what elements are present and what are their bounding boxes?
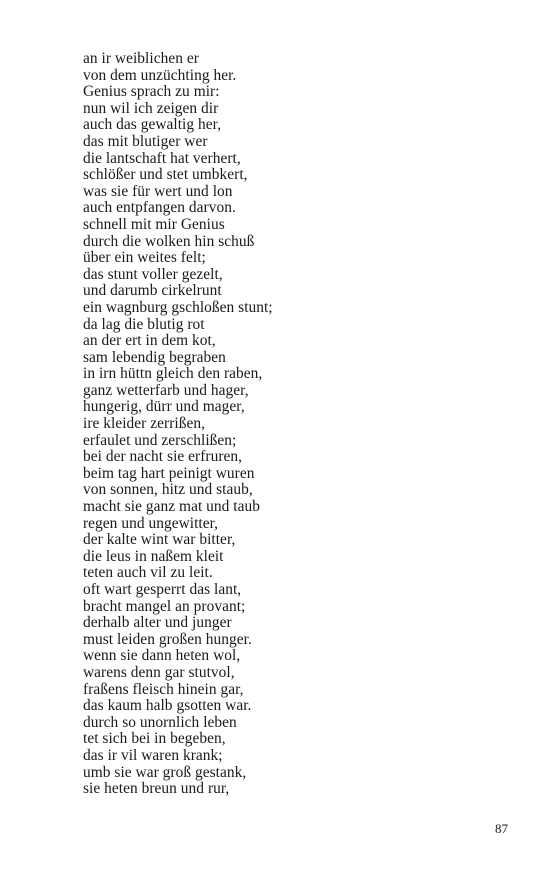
poem-line: das kaum halb gsotten war. bbox=[83, 697, 252, 715]
poem-line: macht sie ganz mat und taub bbox=[83, 498, 261, 516]
poem-line: derhalb alter und junger bbox=[83, 614, 232, 632]
poem-line: schnell mit mir Genius bbox=[83, 215, 225, 233]
poem-line: nun wil ich zeigen dir bbox=[83, 99, 219, 117]
poem-line: der kalte wint war bitter, bbox=[83, 531, 236, 549]
poem-line: an der ert in dem kot, bbox=[83, 332, 216, 350]
poem-line: die lantschaft hat verhert, bbox=[83, 149, 241, 167]
poem-line: ein wagnburg gschloßen stunt; bbox=[83, 298, 273, 316]
poem-line: durch so unornlich leben bbox=[83, 713, 237, 731]
poem-line: in irn hüttn gleich den raben, bbox=[83, 365, 263, 383]
poem-line: über ein weites felt; bbox=[83, 249, 206, 267]
poem-line: ire kleider zerrißen, bbox=[83, 415, 205, 433]
poem-line: da lag die blutig rot bbox=[83, 315, 205, 333]
poem-line: hungerig, dürr und mager, bbox=[83, 398, 245, 416]
poem-line: die leus in naßem kleit bbox=[83, 547, 224, 565]
poem-line: fraßens fleisch hinein gar, bbox=[83, 680, 244, 698]
poem-line: an ir weiblichen er bbox=[83, 50, 199, 67]
poem-line: und darumb cirkelrunt bbox=[83, 282, 222, 300]
poem-line: bracht mangel an provant; bbox=[83, 597, 246, 615]
poem-line: regen und ungewitter, bbox=[83, 514, 219, 532]
page-number: 87 bbox=[495, 821, 508, 836]
poem-line: was sie für wert und lon bbox=[83, 182, 233, 200]
poem-line: sie heten breun und rur, bbox=[83, 780, 230, 798]
poem-line: must leiden großen hunger. bbox=[83, 630, 252, 648]
poem-line: ganz wetterfarb und hager, bbox=[83, 381, 249, 399]
poem-text bbox=[83, 51, 273, 798]
poem-line: schlößer und stet umbkert, bbox=[83, 166, 248, 184]
poem-line: wenn sie dann heten wol, bbox=[83, 647, 241, 665]
poem-line: das mit blutiger wer bbox=[83, 132, 208, 150]
poem-line: bei der nacht sie erfruren, bbox=[83, 448, 243, 466]
poem-line: beim tag hart peinigt wuren bbox=[83, 464, 255, 482]
poem-line: auch das gewaltig her, bbox=[83, 116, 222, 134]
poem-line: teten auch vil zu leit. bbox=[83, 564, 213, 582]
poem-line: Genius sprach zu mir: bbox=[83, 83, 220, 101]
poem-line: von sonnen, hitz und staub, bbox=[83, 481, 253, 499]
poem-line: tet sich bei in begeben, bbox=[83, 730, 226, 748]
poem-line: auch entpfangen darvon. bbox=[83, 199, 236, 217]
poem-line: oft wart gesperrt das lant, bbox=[83, 581, 242, 598]
poem-line: durch die wolken hin schuß bbox=[83, 232, 255, 250]
poem-line: umb sie war groß gestank, bbox=[83, 763, 247, 781]
poem-line: sam lebendig begraben bbox=[83, 348, 226, 366]
poem-line: warens denn gar stutvol, bbox=[83, 663, 235, 681]
poem-line: das stunt voller gezelt, bbox=[83, 265, 223, 283]
poem-line: erfaulet und zerschlißen; bbox=[83, 431, 237, 449]
poem-line: das ir vil waren krank; bbox=[83, 746, 223, 764]
poem-line: von dem unzüchting her. bbox=[83, 66, 237, 84]
